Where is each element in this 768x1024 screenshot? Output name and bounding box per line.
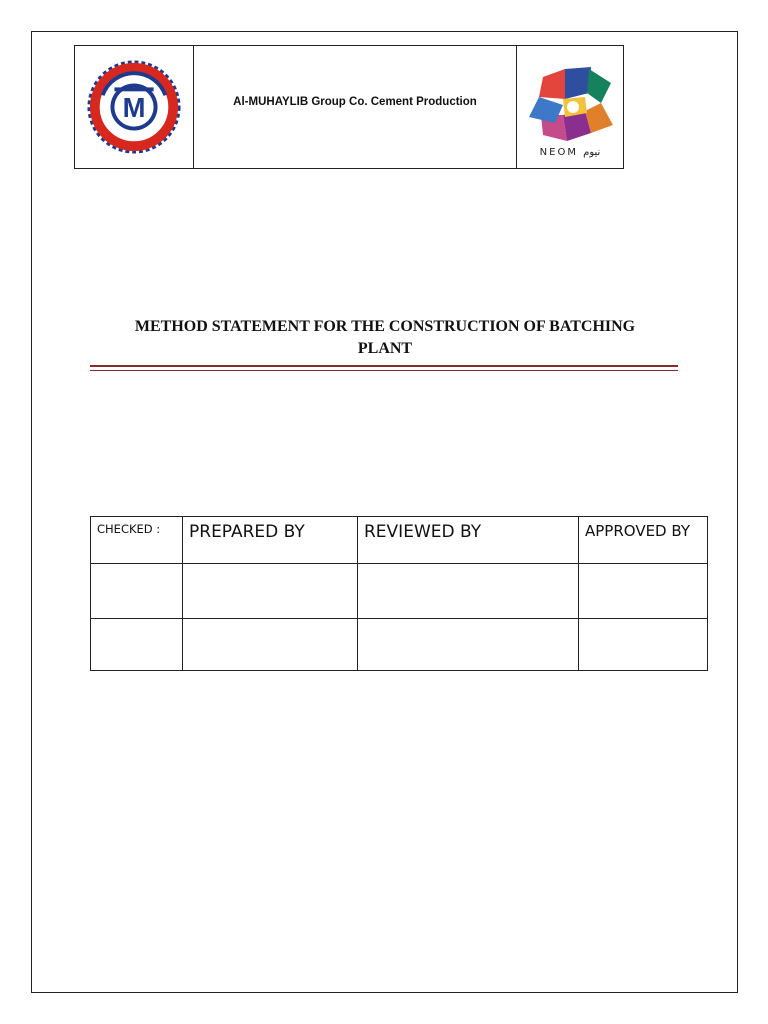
- document-title-line-1: METHOD STATEMENT FOR THE CONSTRUCTION OF BATCHING: [134, 318, 636, 335]
- signoff-table: [90, 516, 708, 671]
- reviewed-by-header: REVIEWED BY: [358, 517, 579, 564]
- signoff-cell: [183, 564, 358, 619]
- document-title-line-2: PLANT: [357, 340, 413, 357]
- prepared-by-header: PREPARED BY: [183, 517, 358, 564]
- company-logo: [75, 46, 194, 168]
- neom-wordmark: NEOM نيوم: [539, 146, 601, 158]
- header-table: [74, 45, 624, 169]
- approved-by-header: APPROVED BY: [579, 517, 708, 564]
- signoff-cell: [579, 564, 708, 619]
- signoff-header-row: [91, 517, 708, 564]
- signoff-cell: [91, 564, 183, 619]
- signoff-cell: [91, 619, 183, 671]
- signoff-cell: [358, 564, 579, 619]
- signoff-cell: [579, 619, 708, 671]
- gear-logo-icon: [85, 58, 183, 156]
- page-border: [31, 31, 738, 993]
- neom-mosaic-icon: [525, 63, 615, 145]
- checked-header: CHECKED :: [91, 517, 183, 564]
- document-title: [90, 316, 680, 360]
- logo-letter: M: [122, 91, 146, 123]
- signoff-cell: [183, 619, 358, 671]
- neom-logo: [517, 46, 623, 168]
- signoff-row: [91, 564, 708, 619]
- title-underline-rule: [90, 365, 678, 371]
- signoff-cell: [358, 619, 579, 671]
- signoff-row: [91, 619, 708, 671]
- company-name: Al-MUHAYLIB Group Co. Cement Production: [194, 46, 517, 168]
